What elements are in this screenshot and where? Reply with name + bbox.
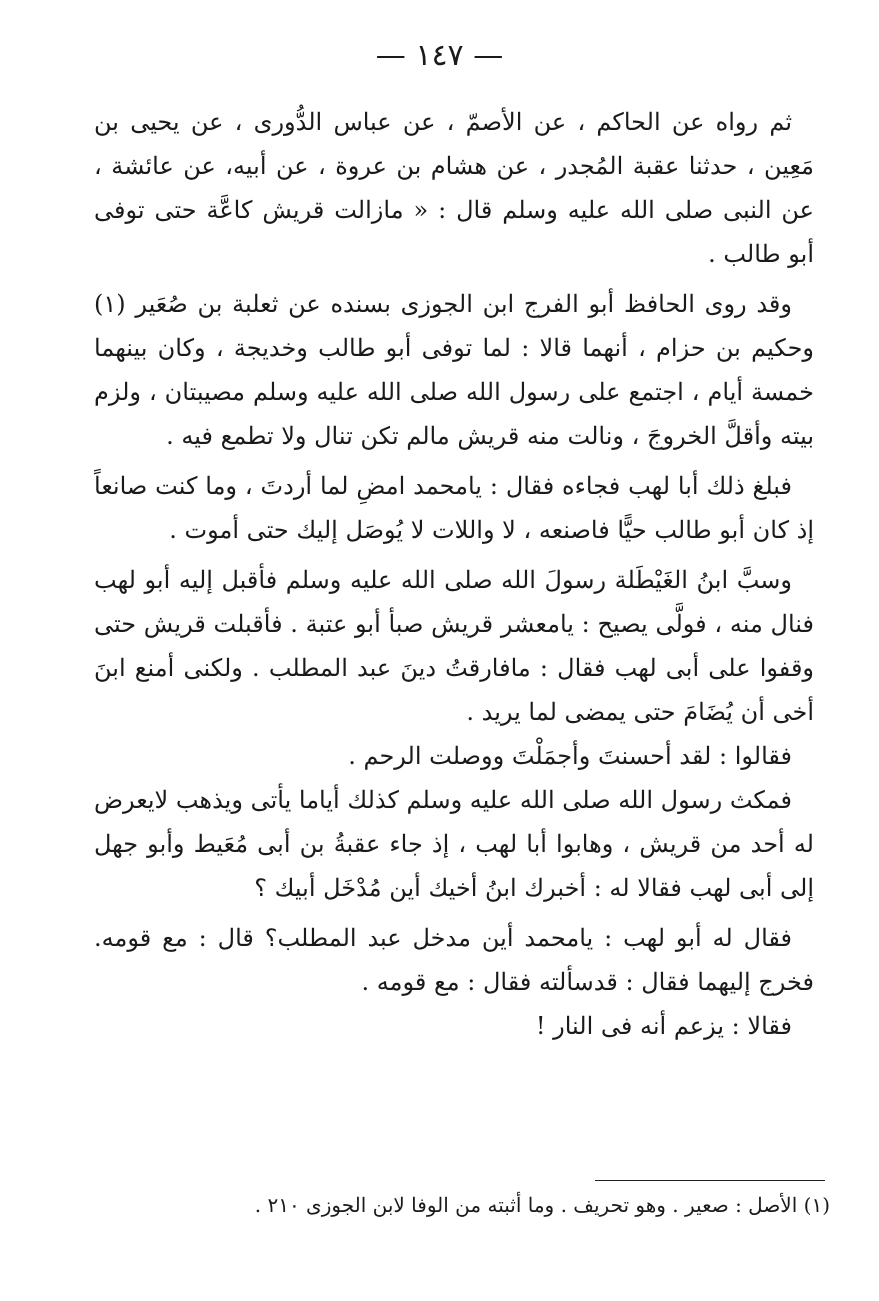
page-number: — ١٤٧ — bbox=[375, 38, 504, 73]
paragraph-6: فمكث رسول الله صلى الله عليه وسلم كذلك أياما يأتى ويذهب لايعرض له أحد من قريش ، وهابوا أبا لهب ، إذ جاء عقبةُ بن أبى مُعَيط وأبو جهل إلى أبى لهب فقالا له : أخبرك ابنُ أخيك أين مُدْخَل أبيك ؟ bbox=[94, 786, 814, 902]
paragraph-4: وسبَّ ابنُ الغَيْطَلة رسولَ الله صلى الله عليه وسلم فأقبل إليه أبو لهب فنال منه ، فولَّى يصيح : يامعشر قريش صبأ أبو عتبة . فأقبلت قريش حتى وقفوا على أبى لهب فقال : مافارقتُ دينَ عبد المطلب . ولكنى أمنع ابنَ أخى أن يُضَامَ حتى يمضى لما يريد . bbox=[94, 566, 814, 726]
paragraph-3: فبلغ ذلك أبا لهب فجاءه فقال : يامحمد امضِ لما أردتَ ، وما كنت صانعاً إذ كان أبو طالب حيًّا فاصنعه ، لا واللات لا يُوصَل إليك حتى أموت . bbox=[94, 472, 814, 544]
paragraph-1: ثم رواه عن الحاكم ، عن الأصمّ ، عن عباس الدُّورى ، عن يحيى بن مَعِين ، حدثنا عقبة المُجدر ، عن هشام بن عروة ، عن أبيه، عن عائشة ، عن النبى صلى الله عليه وسلم قال : « مازالت قريش كاعَّة حتى توفى أبو طالب . bbox=[94, 108, 814, 268]
paragraph-2: وقد روى الحافظ أبو الفرج ابن الجوزى بسنده عن ثعلبة بن صُعَير (١) وحكيم بن حزام ، أنهما قالا : لما توفى أبو طالب وخديجة ، وكان بينهما خمسة أيام ، اجتمع على رسول الله صلى الله عليه وسلم مصيبتان ، ولزم بيته وأقلَّ الخروجَ ، ونالت منه قريش مالم تكن تنال ولا تطمع فيه . bbox=[94, 290, 814, 450]
footnote: (١) الأصل : صعير . وهو تحريف . وما أثبته من الوفا لابن الجوزى ٢١٠ . bbox=[254, 1193, 830, 1217]
footnote-divider bbox=[595, 1180, 825, 1181]
main-text bbox=[94, 100, 814, 1048]
paragraph-8: فقالا : يزعم أنه فى النار ! bbox=[535, 1012, 792, 1040]
paragraph-5: فقالوا : لقد أحسنتَ وأجمَلْتَ ووصلت الرحم . bbox=[348, 742, 792, 770]
paragraph-7: فقال له أبو لهب : يامحمد أين مدخل عبد المطلب؟ قال : مع قومه. فخرج إليهما فقال : قدسألته فقال : مع قومه . bbox=[94, 924, 814, 996]
